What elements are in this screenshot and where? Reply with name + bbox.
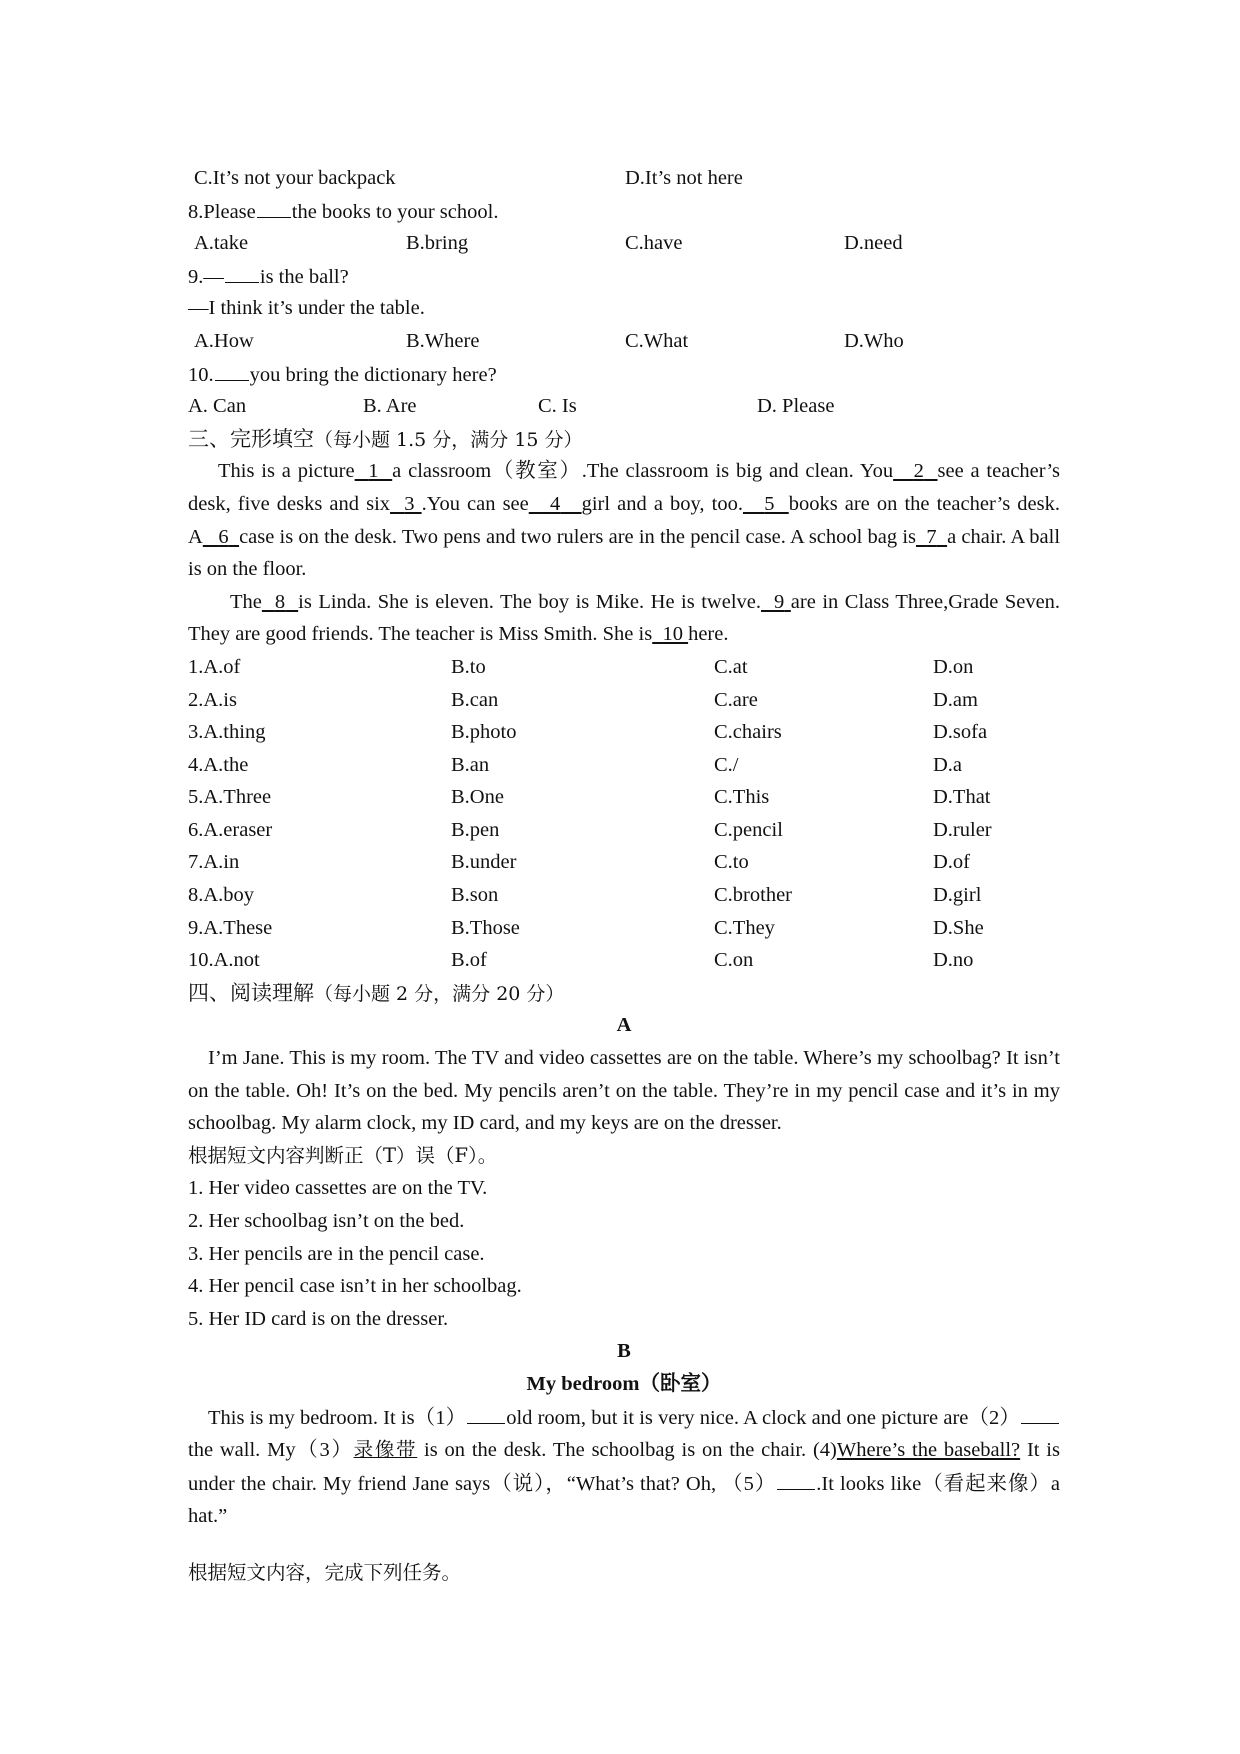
underlined-word: 录像带 bbox=[353, 1438, 418, 1462]
option-c: C.It’s not your backpack bbox=[194, 167, 396, 189]
tf-item: 2. Her schoolbag isn’t on the bed. bbox=[188, 1210, 465, 1232]
q8-options bbox=[188, 227, 1060, 260]
cloze-option-row: 3.A.thing B.photo C.chairs D.sofa bbox=[188, 721, 988, 744]
text: see a teacher’s desk, five desks and six bbox=[188, 460, 1061, 515]
text: .You can see bbox=[421, 492, 529, 515]
cloze-paragraph-1 bbox=[188, 455, 1060, 585]
text: It is under the chair. My friend Jane says（说），“What’s that? Oh, （5） bbox=[188, 1439, 1060, 1495]
blank-10: 10 bbox=[662, 623, 683, 646]
blank-8: 8 bbox=[274, 590, 286, 613]
passage-b-instruction: 根据短文内容，完成下列任务。 bbox=[188, 1560, 462, 1584]
q9-number: 9.— bbox=[188, 265, 224, 288]
text: a classroom（教室）.The classroom is big and clean. You bbox=[392, 460, 894, 483]
q10-text: you bring the dictionary here? bbox=[249, 363, 497, 386]
cloze-option-row: 6.A.eraser B.pen C.pencil D.ruler bbox=[188, 818, 992, 841]
option-b: B. Are bbox=[363, 395, 417, 418]
text: This is a picture bbox=[218, 460, 355, 483]
text: case is on the desk. Two pens and two rulers are in the pencil case. A school bag is bbox=[239, 525, 917, 548]
section-note: （每小题 1.5 分，满分 15 分） bbox=[314, 428, 583, 451]
q7-options bbox=[188, 162, 1060, 195]
blank-5: 5 bbox=[764, 492, 775, 515]
answer-blank bbox=[215, 358, 249, 381]
passage-a-instruction: 根据短文内容判断正（T）误（F）。 bbox=[188, 1143, 498, 1167]
blank-4: 4 bbox=[550, 492, 561, 515]
option-a: A.How bbox=[194, 329, 254, 352]
text: is Linda. She is eleven. The boy is Mike. He is twelve. bbox=[298, 590, 762, 613]
passage-b-title: My bedroom（卧室） bbox=[526, 1372, 722, 1395]
q8-text: the books to your school. bbox=[291, 200, 499, 223]
blank-6: 6 bbox=[218, 525, 229, 548]
text: a chair. A ball is on the floor. bbox=[188, 525, 1061, 581]
cloze-option-row: 5.A.Three B.One C.This D.That bbox=[188, 786, 991, 809]
text: are in Class Three,Grade Seven. They are good friends. The teacher is Miss Smith. She is bbox=[188, 590, 1061, 646]
q10-stem bbox=[188, 358, 1060, 391]
option-d: D.It’s not here bbox=[625, 167, 743, 189]
q9-text: is the ball? bbox=[259, 265, 349, 288]
blank-2: 2 bbox=[913, 460, 924, 483]
cloze-option-row: 8.A.boy B.son C.brother D.girl bbox=[188, 884, 982, 907]
cloze-option-row: 2.A.is B.can C.are D.am bbox=[188, 688, 978, 711]
q9-reply: —I think it’s under the table. bbox=[188, 297, 425, 320]
option-b: B.bring bbox=[406, 232, 469, 255]
answer-blank bbox=[257, 195, 291, 218]
tf-item: 1. Her video cassettes are on the TV. bbox=[188, 1177, 488, 1200]
blank-3: 3 bbox=[404, 492, 415, 515]
q10-number: 10. bbox=[188, 363, 214, 386]
tf-item: 4. Her pencil case isn’t in her schoolbag. bbox=[188, 1275, 522, 1298]
cloze-option-row: 7.A.in B.under C.to D.of bbox=[188, 851, 971, 874]
section3-heading bbox=[188, 423, 1060, 456]
cloze-option-row: 9.A.These B.Those C.They D.She bbox=[188, 916, 984, 939]
option-a: A.take bbox=[194, 232, 249, 255]
cloze-option-row: 1.A.of B.to C.at D.on bbox=[188, 655, 974, 678]
cloze-options-table bbox=[188, 651, 1060, 977]
text: .It looks like（看起来像）a hat.” bbox=[188, 1472, 1060, 1528]
option-b: B.Where bbox=[406, 329, 480, 352]
passage-a-label: A bbox=[616, 1014, 632, 1037]
blank-9: 9 bbox=[774, 590, 785, 613]
section-title: 四、阅读理解 bbox=[188, 980, 314, 1005]
answer-blank bbox=[225, 260, 259, 283]
option-c: C.What bbox=[625, 329, 689, 352]
option-c: C.have bbox=[625, 232, 683, 255]
option-d: D.need bbox=[844, 232, 903, 255]
option-d: D. Please bbox=[757, 395, 835, 418]
answer-blank bbox=[777, 1467, 815, 1490]
text: old room, but it is very nice. A clock and one picture are（2） bbox=[506, 1406, 1020, 1429]
text: This is my bedroom. It is（1） bbox=[208, 1406, 467, 1429]
option-d: D.Who bbox=[844, 329, 904, 352]
cloze-paragraph-2 bbox=[188, 586, 1060, 651]
option-c: C. Is bbox=[538, 395, 577, 418]
blank-7: 7 bbox=[926, 525, 937, 548]
tf-item: 3. Her pencils are in the pencil case. bbox=[188, 1242, 485, 1265]
tf-item: 5. Her ID card is on the dresser. bbox=[188, 1307, 449, 1330]
q8-stem bbox=[188, 195, 1060, 228]
text: girl and a boy, too. bbox=[581, 492, 743, 515]
q9-stem bbox=[188, 260, 1060, 293]
answer-blank bbox=[1021, 1401, 1059, 1424]
text: books are on the teacher’s desk. A bbox=[188, 492, 1061, 548]
cloze-option-row: 10.A.not B.of C.on D.no bbox=[188, 949, 974, 972]
passage-a-text: I’m Jane. This is my room. The TV and video cassettes are on the table. Where’s my schoolbag? It isn’t on the table. Oh! It’s on the bed. My pencils aren’t on the table. They’re in my pencil case and it’s in my schoolbag. My alarm clock, my ID card, and my keys are on the dresser. bbox=[188, 1047, 1060, 1135]
cloze-option-row: 4.A.the B.an C./ D.a bbox=[188, 753, 963, 776]
blank-1: 1 bbox=[368, 460, 379, 483]
q10-options bbox=[188, 390, 1060, 423]
q9-options bbox=[188, 325, 1060, 358]
text: the wall. My（3） bbox=[188, 1439, 354, 1462]
section-note: （每小题 2 分，满分 20 分） bbox=[314, 982, 565, 1005]
q8-number: 8.Please bbox=[188, 200, 256, 223]
exam-page bbox=[188, 162, 1060, 1590]
text: here. bbox=[688, 623, 729, 646]
answer-blank bbox=[467, 1401, 505, 1424]
passage-b-text bbox=[188, 1401, 1060, 1533]
underlined-question: Where’s the baseball? bbox=[836, 1439, 1021, 1462]
option-a: A. Can bbox=[188, 395, 247, 418]
section-title: 三、完形填空 bbox=[188, 426, 314, 451]
passage-b-label: B bbox=[617, 1340, 631, 1363]
text: is on the desk. The schoolbag is on the chair. (4) bbox=[417, 1439, 837, 1462]
text: The bbox=[230, 590, 262, 613]
section4-heading bbox=[188, 977, 1060, 1010]
